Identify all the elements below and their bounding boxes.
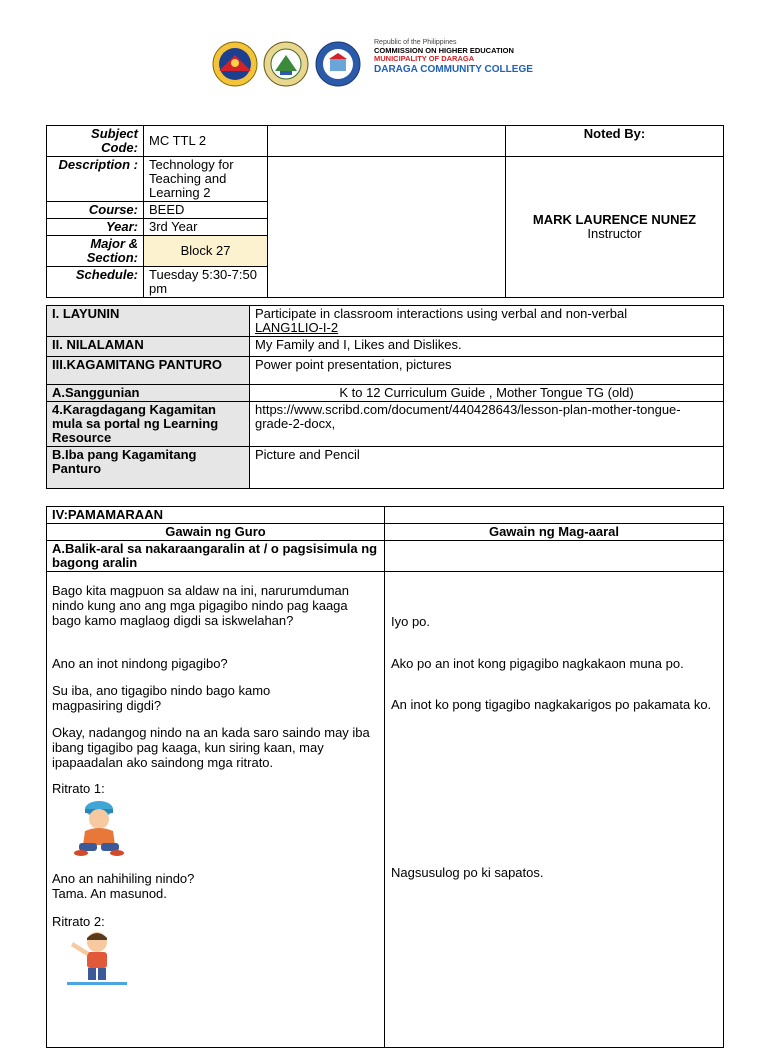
student-column-header: Gawain ng Mag-aaral [385, 524, 724, 541]
teacher-line-5: Ritrato 1: [52, 781, 105, 796]
lesson-plan-table [46, 305, 724, 489]
empty-cell [268, 126, 506, 157]
student-activity-cell [385, 572, 724, 1048]
iba-pang-label: B.Iba pang Kagamitang Panturo [47, 447, 250, 489]
republic-line: Republic of the Philippines [374, 39, 457, 46]
year-value: 3rd Year [144, 219, 268, 236]
student-line-1: Iyo po. [391, 614, 431, 629]
college-seal-icon [315, 41, 361, 87]
teacher-line-1: Bago kita magpuon sa aldaw na ini, narurumduman nindo kung ano ang mga pigagibo nindo pag kaaga bago kamo maglaog digdi sa iskwelahan? [52, 583, 350, 628]
noted-by-label: Noted By: [506, 126, 724, 157]
procedure-table [46, 506, 724, 1048]
iba-pang-value: Picture and Pencil [250, 447, 724, 489]
course-label: Course: [47, 202, 144, 219]
empty-cell [385, 541, 724, 572]
instructor-title: Instructor [587, 226, 642, 241]
subject-info-table [46, 125, 724, 298]
municipality-line: MUNICIPALITY OF DARAGA [374, 54, 475, 63]
child-putting-on-shoes-icon [71, 799, 127, 857]
municipality-seal-icon [263, 41, 309, 87]
student-line-3: An inot ko pong tigagibo nagkakarigos po pakamata ko. [391, 697, 712, 712]
layunin-value: Participate in classroom interactions using verbal and non-verbal [255, 306, 628, 321]
teacher-line-2: Ano an inot nindong pigagibo? [52, 656, 228, 671]
layunin-label: I. LAYUNIN [47, 306, 250, 337]
major-section-value: Block 27 [144, 236, 268, 267]
student-line-2: Ako po an inot kong pigagibo nagkakaon muna po. [391, 656, 684, 671]
empty-cell [385, 507, 724, 524]
child-pointing-icon [67, 930, 127, 988]
description-label: Description : [47, 157, 144, 202]
college-name: DARAGA COMMUNITY COLLEGE [374, 64, 533, 75]
philippines-seal-icon [212, 41, 258, 87]
subject-code-value: MC TTL 2 [144, 126, 268, 157]
sanggunian-value: K to 12 Curriculum Guide , Mother Tongue TG (old) [250, 385, 724, 402]
course-value: BEED [144, 202, 268, 219]
section-a-heading: A.Balik-aral sa nakaraangaralin at / o pagsisimula ng bagong aralin [47, 541, 385, 572]
schedule-label: Schedule: [47, 267, 144, 298]
teacher-activity-cell [47, 572, 385, 1048]
procedure-title: IV:PAMAMARAAN [47, 507, 385, 524]
year-label: Year: [47, 219, 144, 236]
teacher-line-3: Su iba, ano tigagibo nindo bago kamo magpasiring digdi? [52, 683, 271, 713]
nilalaman-label: II. NILALAMAN [47, 337, 250, 357]
layunin-code: LANG1LIO-I-2 [255, 320, 339, 335]
teacher-line-4: Okay, nadangog nindo na an kada saro saindo may iba ibang tigagibo pag kaaga, kun siring kaan, may ipapaadalan ako saindong mga ritrato. [52, 725, 370, 770]
teacher-line-7: Tama. An masunod. [52, 886, 167, 901]
kagamitan-label: III.KAGAMITANG PANTURO [47, 357, 250, 385]
major-section-label: Major & Section: [47, 236, 144, 267]
karagdagang-label: 4.Karagdagang Kagamitan mula sa portal ng Learning Resource [47, 402, 250, 447]
layunin-cell [250, 306, 724, 337]
letterhead [0, 0, 768, 100]
teacher-column-header: Gawain ng Guro [47, 524, 385, 541]
teacher-line-6: Ano an nahihiling nindo? [52, 871, 195, 886]
nilalaman-value: My Family and I, Likes and Dislikes. [250, 337, 724, 357]
subject-code-label: Subject Code: [47, 126, 144, 157]
commission-line: COMMISSION ON HIGHER EDUCATION [374, 46, 514, 55]
karagdagang-value: https://www.scribd.com/document/440428643/lesson-plan-mother-tongue-grade-2-docx, [250, 402, 724, 447]
student-line-4: Nagsusulog po ki sapatos. [391, 865, 544, 880]
kagamitan-value: Power point presentation, pictures [250, 357, 724, 385]
description-value: Technology for Teaching and Learning 2 [144, 157, 268, 202]
instructor-cell [506, 157, 724, 298]
schedule-value: Tuesday 5:30-7:50 pm [144, 267, 268, 298]
sanggunian-label: A.Sanggunian [47, 385, 250, 402]
empty-cell [268, 157, 506, 298]
teacher-line-8: Ritrato 2: [52, 914, 105, 929]
instructor-name: MARK LAURENCE NUNEZ [532, 212, 697, 227]
